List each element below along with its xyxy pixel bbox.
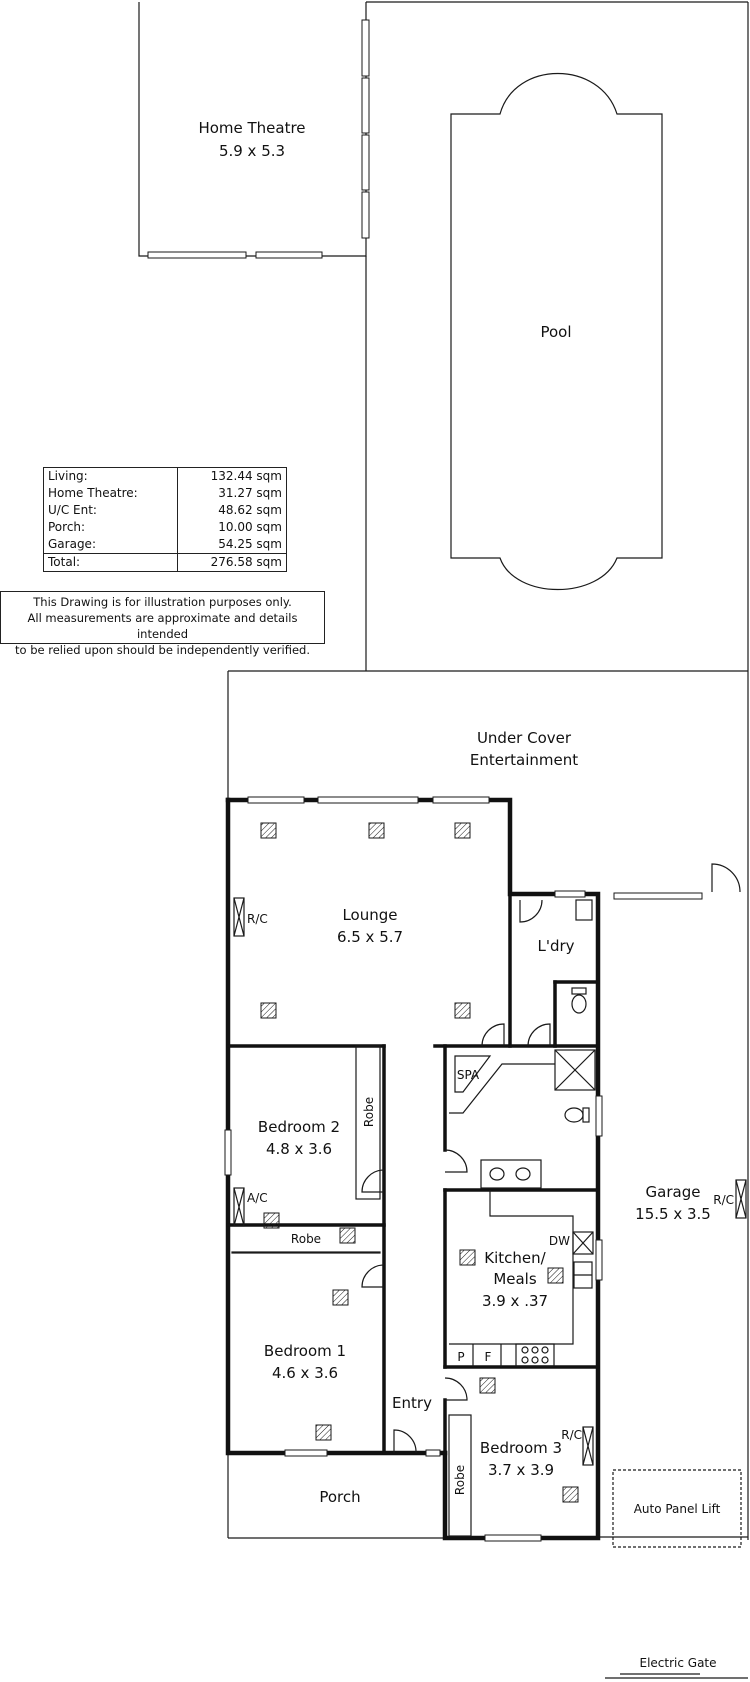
- area-value: 48.62 sqm: [177, 502, 286, 519]
- kitchen-label-1: Kitchen/: [484, 1249, 546, 1267]
- area-label: U/C Ent:: [44, 502, 178, 519]
- door-swings: [362, 900, 550, 1453]
- home-theatre-windows: [148, 20, 369, 258]
- area-total-value: 276.58 sqm: [177, 554, 286, 572]
- area-label: Porch:: [44, 519, 178, 536]
- bedroom2-dims: 4.8 x 3.6: [265, 1140, 333, 1158]
- garage-door-swing: [712, 864, 740, 892]
- spa-label: SPA: [456, 1068, 480, 1082]
- toilet-laundry-bowl: [572, 995, 586, 1013]
- lounge-label: Lounge: [342, 906, 398, 924]
- pool-label: Pool: [540, 323, 572, 341]
- home-theatre-dims: 5.9 x 5.3: [218, 142, 286, 160]
- garage-label: Garage: [645, 1183, 701, 1201]
- lounge-rc-label: R/C: [247, 912, 268, 926]
- house-windows: [225, 797, 702, 1541]
- pantry-label: P: [457, 1350, 465, 1364]
- disclaimer-line: This Drawing is for illustration purposes only.: [33, 595, 292, 609]
- area-total-label: Total:: [44, 554, 178, 572]
- area-value: 54.25 sqm: [177, 536, 286, 554]
- bedroom3-dims: 3.7 x 3.9: [487, 1461, 555, 1479]
- kitchen-dims: 3.9 x .37: [481, 1292, 549, 1310]
- bedroom2-ac-label: A/C: [247, 1191, 268, 1205]
- electric-gate-label: Electric Gate: [639, 1656, 717, 1670]
- area-label: Living:: [44, 468, 178, 486]
- bedroom3-label: Bedroom 3: [479, 1439, 563, 1457]
- under-cover-label-2: Entertainment: [469, 751, 579, 769]
- bathroom-basin: [565, 1108, 583, 1122]
- area-schedule: [43, 467, 287, 572]
- bedroom1-robe: [232, 1252, 380, 1253]
- entry-label: Entry: [392, 1394, 432, 1412]
- house-walls: [228, 800, 598, 1538]
- auto-panel-lift-label: Auto Panel Lift: [633, 1502, 721, 1516]
- kitchen-bench: [449, 1190, 573, 1344]
- disclaimer-line: to be relied upon should be independently verified.: [15, 643, 310, 657]
- bedroom1-robe-label: Robe: [290, 1232, 322, 1246]
- under-cover-label-1: Under Cover: [476, 729, 572, 747]
- bedroom1-label: Bedroom 1: [263, 1342, 347, 1360]
- fridge-label: F: [484, 1350, 492, 1364]
- dishwasher-label: DW: [548, 1234, 570, 1248]
- disclaimer-line: All measurements are approximate and details intended: [27, 611, 298, 641]
- garage-dims: 15.5 x 3.5: [635, 1205, 711, 1223]
- bedroom2-robe-label: Robe: [362, 1096, 376, 1128]
- area-label: Home Theatre:: [44, 485, 178, 502]
- bedroom3-robe-label: Robe: [453, 1464, 467, 1496]
- bedroom2-label: Bedroom 2: [257, 1118, 341, 1136]
- porch-label: Porch: [319, 1488, 361, 1506]
- area-value: 132.44 sqm: [177, 468, 286, 486]
- area-value: 31.27 sqm: [177, 485, 286, 502]
- laundry-label: L'dry: [537, 937, 575, 955]
- laundry-tub: [576, 900, 592, 920]
- garage-rc-label: R/C: [713, 1193, 734, 1207]
- disclaimer-box: [0, 591, 325, 657]
- kitchen-label-2: Meals: [493, 1270, 537, 1288]
- bedroom1-dims: 4.6 x 3.6: [271, 1364, 339, 1382]
- home-theatre-label: Home Theatre: [198, 119, 306, 137]
- lounge-dims: 6.5 x 5.7: [336, 928, 404, 946]
- area-value: 10.00 sqm: [177, 519, 286, 536]
- toilet-laundry: [572, 988, 586, 994]
- area-label: Garage:: [44, 536, 178, 554]
- bedroom3-rc-label: R/C: [561, 1428, 582, 1442]
